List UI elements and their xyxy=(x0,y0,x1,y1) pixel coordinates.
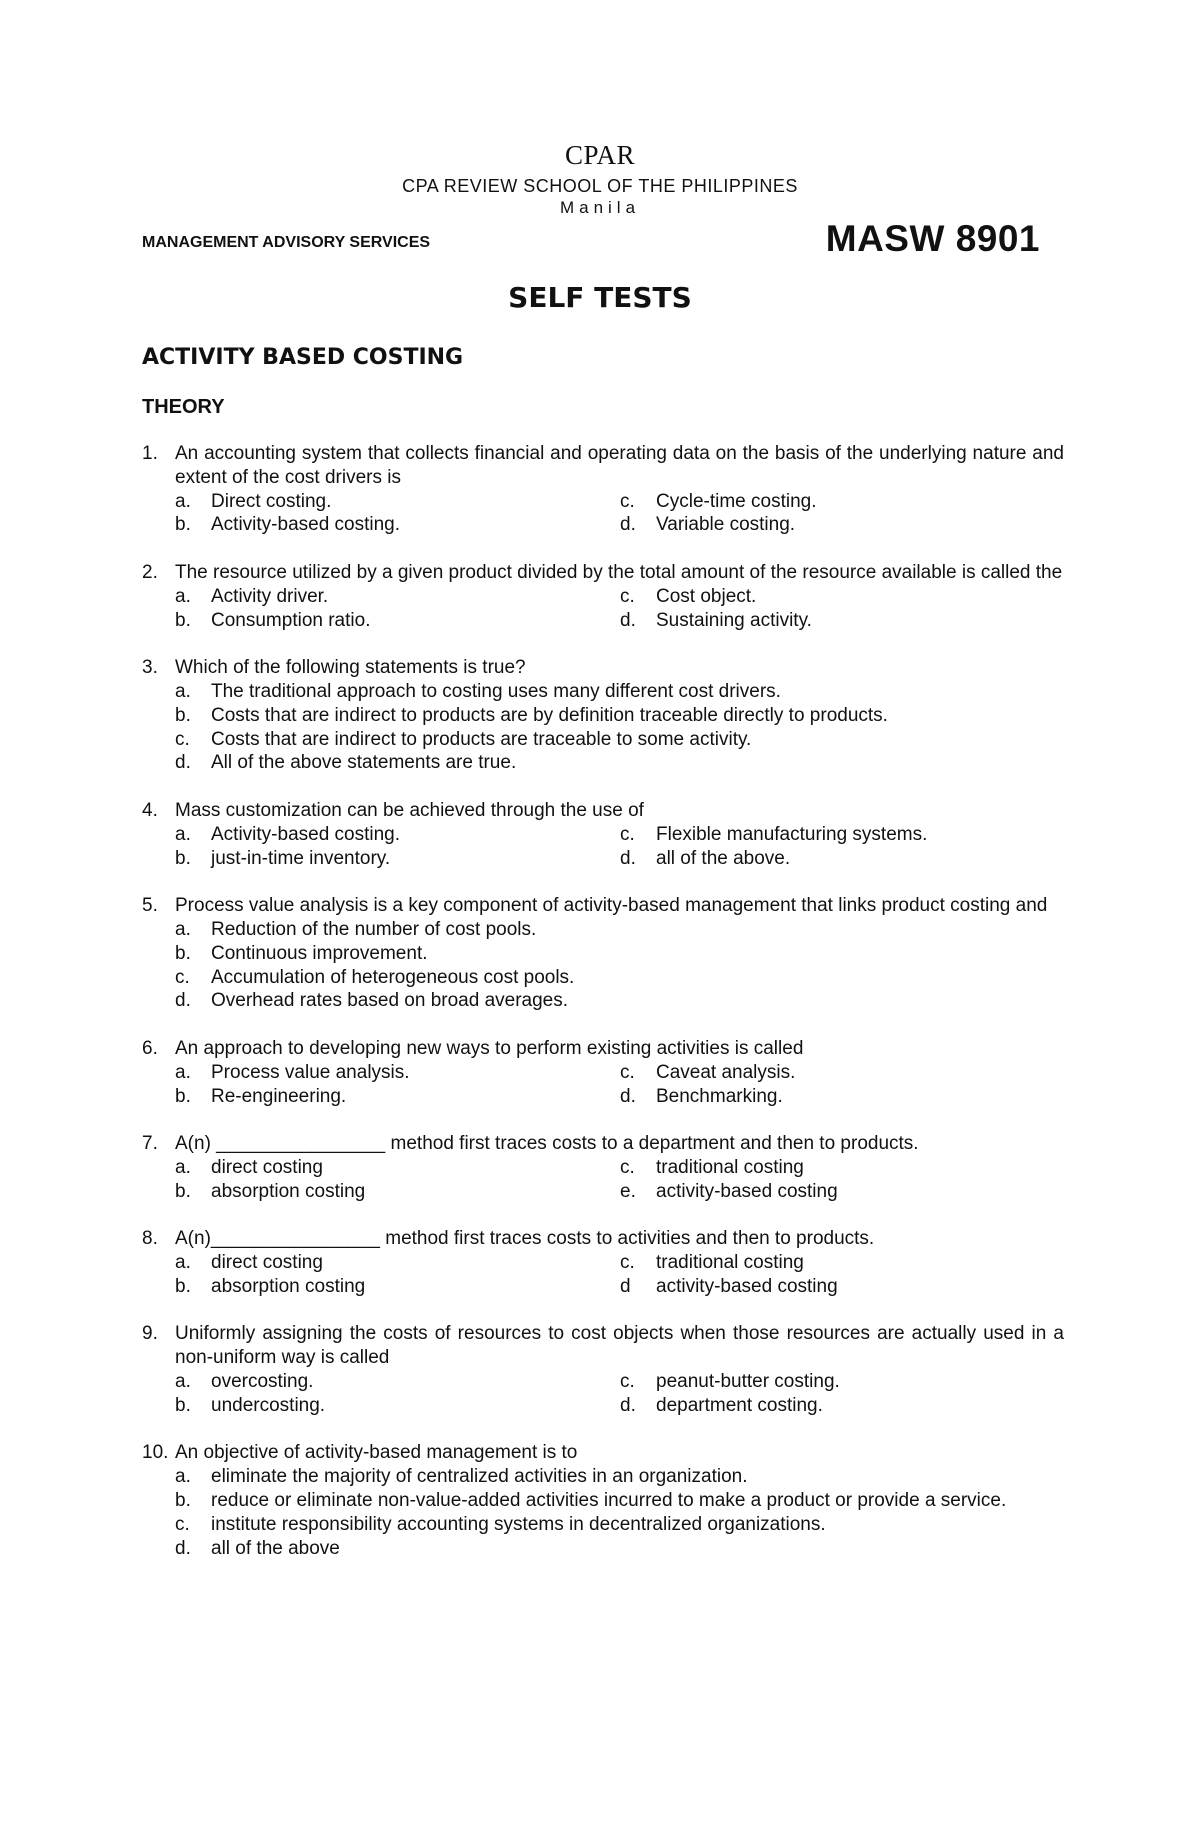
answer-option xyxy=(175,847,620,871)
option-letter: b. xyxy=(175,1085,191,1107)
question-item xyxy=(142,1322,1064,1417)
option-text: direct costing xyxy=(211,1252,323,1274)
option-text: Flexible manufacturing systems. xyxy=(656,823,928,845)
option-text: undercosting. xyxy=(211,1394,326,1416)
option-letter: c. xyxy=(620,490,635,512)
course-code: MASW 8901 xyxy=(825,218,1040,259)
option-list xyxy=(175,1156,1064,1204)
answer-option xyxy=(175,1061,620,1085)
answer-option xyxy=(620,585,1064,609)
question-text: Uniformly assigning the costs of resources to cost objects when those resources are actually used in a non-uniform way is called xyxy=(175,1323,1064,1369)
option-letter: a. xyxy=(175,585,191,607)
question-number: 5. xyxy=(142,895,158,917)
option-letter: c. xyxy=(620,823,635,845)
option-letter: a. xyxy=(175,1061,191,1083)
option-letter: c. xyxy=(620,1252,635,1274)
answer-option xyxy=(620,1156,1064,1180)
answer-option xyxy=(175,609,620,633)
option-letter: b. xyxy=(175,1180,191,1202)
question-list xyxy=(142,442,1064,1584)
question-item xyxy=(142,656,1064,775)
question-text: Mass customization can be achieved through the use of xyxy=(175,799,644,821)
option-letter: a. xyxy=(175,680,191,702)
option-text: Cost object. xyxy=(656,585,757,607)
option-text: Continuous improvement. xyxy=(211,942,428,964)
answer-option xyxy=(620,609,1064,633)
option-letter: d. xyxy=(175,752,191,774)
option-text: Cycle-time costing. xyxy=(656,490,817,512)
option-letter: b. xyxy=(175,609,191,631)
answer-option xyxy=(175,1251,620,1275)
option-list xyxy=(175,680,1064,775)
option-text: overcosting. xyxy=(211,1371,314,1393)
answer-option xyxy=(620,1061,1064,1085)
question-item xyxy=(142,1441,1064,1560)
question-number: 1. xyxy=(142,443,158,464)
option-text: Costs that are indirect to products are by definition traceable directly to products. xyxy=(211,704,888,726)
option-text: The traditional approach to costing uses many different cost drivers. xyxy=(211,680,781,702)
option-text: Reduction of the number of cost pools. xyxy=(211,918,537,940)
option-letter: a. xyxy=(175,918,191,940)
option-text: Process value analysis. xyxy=(211,1061,410,1083)
answer-option xyxy=(620,1370,1064,1394)
option-letter: e. xyxy=(620,1180,636,1202)
question-text: An accounting system that collects financial and operating data on the basis of the underlying nature and extent of the cost drivers is xyxy=(175,443,1064,488)
option-letter: d. xyxy=(620,1394,636,1416)
option-letter: c. xyxy=(620,1061,635,1083)
answer-option xyxy=(175,490,620,514)
option-letter: a. xyxy=(175,490,191,512)
answer-option xyxy=(175,1465,1064,1489)
option-letter: b. xyxy=(175,1394,191,1416)
option-text: Activity driver. xyxy=(211,585,329,607)
section-heading: THEORY xyxy=(142,396,225,418)
option-letter: b. xyxy=(175,847,191,869)
question-text: An approach to developing new ways to perform existing activities is called xyxy=(175,1037,804,1059)
option-list xyxy=(175,585,1064,633)
answer-option xyxy=(175,1513,1064,1537)
option-letter: d. xyxy=(620,847,636,869)
answer-option xyxy=(175,1537,1064,1561)
option-letter: c. xyxy=(620,585,635,607)
option-letter: c. xyxy=(175,728,190,750)
answer-option xyxy=(175,918,1064,942)
option-text: absorption costing xyxy=(211,1180,366,1202)
question-number: 10. xyxy=(142,1442,169,1464)
question-text: An objective of activity-based management is to xyxy=(175,1442,578,1464)
question-text: The resource utilized by a given product divided by the total amount of the resource available is called the xyxy=(175,561,1063,583)
option-letter: c. xyxy=(175,966,190,988)
option-text: Activity-based costing. xyxy=(211,823,401,845)
answer-option xyxy=(620,1251,1064,1275)
question-number: 6. xyxy=(142,1037,158,1059)
answer-option xyxy=(620,1394,1064,1418)
option-letter: b. xyxy=(175,704,191,726)
option-list xyxy=(175,490,1064,538)
option-text: Re-engineering. xyxy=(211,1085,347,1107)
option-letter: c. xyxy=(620,1156,635,1178)
option-list xyxy=(175,1061,1064,1109)
option-letter: d. xyxy=(620,1085,636,1107)
answer-option xyxy=(175,989,1064,1013)
option-text: Variable costing. xyxy=(656,514,796,536)
question-number: 7. xyxy=(142,1133,158,1155)
answer-option xyxy=(175,704,1064,728)
question-item xyxy=(142,894,1064,1013)
answer-option xyxy=(175,1275,620,1299)
answer-option xyxy=(175,1370,620,1394)
answer-option xyxy=(175,1394,620,1418)
question-text: A(n)________________ method first traces costs to activities and then to products. xyxy=(175,1228,875,1250)
option-text: Consumption ratio. xyxy=(211,609,371,631)
question-item xyxy=(142,1227,1064,1298)
answer-option xyxy=(175,680,1064,704)
school-name: CPAR xyxy=(564,140,636,170)
option-letter: d. xyxy=(620,514,636,536)
question-text: A(n) ________________ method first traces costs to a department and then to products. xyxy=(175,1133,919,1155)
question-text: Which of the following statements is true? xyxy=(175,657,526,679)
answer-option xyxy=(620,823,1064,847)
answer-option xyxy=(175,751,1064,775)
option-list xyxy=(175,1251,1064,1299)
answer-option xyxy=(175,823,620,847)
answer-option xyxy=(620,1180,1064,1204)
option-text: absorption costing xyxy=(211,1275,366,1297)
option-text: Costs that are indirect to products are traceable to some activity. xyxy=(211,728,752,750)
option-letter: a. xyxy=(175,823,191,845)
option-letter: d. xyxy=(175,1537,191,1559)
answer-option xyxy=(175,966,1064,990)
option-text: all of the above xyxy=(211,1537,340,1559)
option-list xyxy=(175,1465,1064,1560)
option-letter: b. xyxy=(175,514,191,536)
option-letter: a. xyxy=(175,1156,191,1178)
option-text: Overhead rates based on broad averages. xyxy=(211,990,569,1012)
option-list xyxy=(175,918,1064,1013)
option-letter: b. xyxy=(175,1275,191,1297)
option-letter: d. xyxy=(620,609,636,631)
subject-name: MANAGEMENT ADVISORY SERVICES xyxy=(142,234,431,251)
option-letter: a. xyxy=(175,1466,191,1488)
topic-heading: ACTIVITY BASED COSTING xyxy=(142,345,464,370)
answer-option xyxy=(175,585,620,609)
question-item xyxy=(142,799,1064,870)
answer-option xyxy=(175,942,1064,966)
question-number: 2. xyxy=(142,561,158,583)
school-city: Manila xyxy=(559,198,641,217)
answer-option xyxy=(620,847,1064,871)
option-letter: a. xyxy=(175,1252,191,1274)
option-text: activity-based costing xyxy=(656,1180,838,1202)
answer-option xyxy=(175,1180,620,1204)
question-number: 3. xyxy=(142,657,158,679)
question-item xyxy=(142,1132,1064,1203)
option-list xyxy=(175,1370,1064,1418)
option-list xyxy=(175,823,1064,871)
answer-option xyxy=(620,490,1064,514)
question-item xyxy=(142,1037,1064,1108)
document-title: SELF TESTS xyxy=(508,281,692,314)
option-text: just-in-time inventory. xyxy=(211,847,391,869)
option-letter: b. xyxy=(175,942,191,964)
option-letter: c. xyxy=(175,1513,190,1535)
option-text: traditional costing xyxy=(656,1156,804,1178)
question-number: 8. xyxy=(142,1228,158,1250)
option-text: peanut-butter costing. xyxy=(656,1371,840,1393)
question-number: 9. xyxy=(142,1323,158,1345)
answer-option xyxy=(175,1156,620,1180)
option-text: Direct costing. xyxy=(211,490,332,512)
question-item xyxy=(142,442,1064,537)
option-text: department costing. xyxy=(656,1394,823,1416)
question-number: 4. xyxy=(142,799,158,821)
option-text: Sustaining activity. xyxy=(656,609,812,631)
question-item xyxy=(142,561,1064,632)
option-text: Activity-based costing. xyxy=(211,514,401,536)
option-text: Caveat analysis. xyxy=(656,1061,796,1083)
answer-option xyxy=(620,513,1064,537)
school-full-name: CPA REVIEW SCHOOL OF THE PHILIPPINES xyxy=(402,176,798,196)
option-text: institute responsibility accounting systems in decentralized organizations. xyxy=(211,1513,826,1535)
option-text: Benchmarking. xyxy=(656,1085,783,1107)
option-letter: b. xyxy=(175,1490,191,1512)
option-text: All of the above statements are true. xyxy=(211,752,517,774)
option-letter: d xyxy=(620,1275,631,1297)
option-text: reduce or eliminate non-value-added activities incurred to make a product or provide a service. xyxy=(211,1490,1007,1512)
answer-option xyxy=(175,1085,620,1109)
answer-option xyxy=(175,513,620,537)
option-text: traditional costing xyxy=(656,1252,804,1274)
answer-option xyxy=(175,1489,1064,1513)
option-text: direct costing xyxy=(211,1156,323,1178)
option-letter: a. xyxy=(175,1371,191,1393)
option-letter: c. xyxy=(620,1371,635,1393)
answer-option xyxy=(620,1275,1064,1299)
answer-option xyxy=(620,1085,1064,1109)
option-letter: d. xyxy=(175,990,191,1012)
option-text: eliminate the majority of centralized activities in an organization. xyxy=(211,1466,748,1488)
option-text: activity-based costing xyxy=(656,1275,838,1297)
option-text: Accumulation of heterogeneous cost pools. xyxy=(211,966,575,988)
option-text: all of the above. xyxy=(656,847,791,869)
answer-option xyxy=(175,728,1064,752)
question-text: Process value analysis is a key component of activity-based management that links product costing and xyxy=(175,895,1048,917)
